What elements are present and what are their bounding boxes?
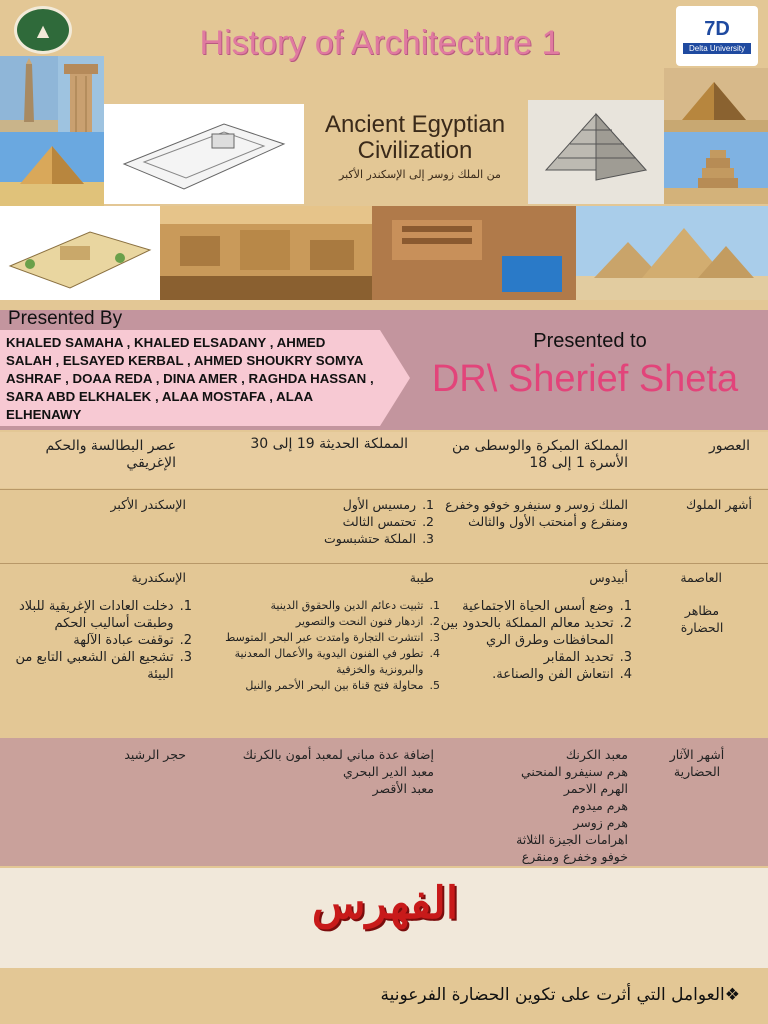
monuments-label: أشهر الآثار الحضارية [669, 747, 725, 779]
supervisor-name: DR\ Sherief Sheta [431, 358, 739, 400]
kings-ptolemaic: الإسكندر الأكبر [110, 497, 186, 512]
list-item: معبد الدير البحري [342, 764, 434, 779]
list-item: إضافة عدة مباني لمعبد أمون بالكرنك [242, 747, 434, 762]
presenter-names: KHALED SAMAHA , KHALED ELSADANY , AHMED SALAH , ELSAYED KERBAL , AHMED SHOUKRY SOMYA ASHRAF , DOAA REDA , DINA AMER , RAGHDA HASSAN , SARA ABD ELKHALEK , ALAA MOSTAFA , ALAA ELHENAWY [0, 330, 380, 426]
list-item: معبد الكرنك [565, 747, 628, 762]
table-row-aspects [0, 592, 768, 738]
ancient-city-render [160, 206, 372, 300]
header-new-kingdom: المملكة الحديثة 19 إلى 30 [250, 436, 408, 452]
header-early-middle: المملكة المبكرة والوسطى من الأسرة 1 إلى 18 [451, 438, 628, 471]
list-item: 5. محاولة فتح قناة بين البحر الأحمر والنيل [245, 679, 440, 692]
list-item: 2. تحتمس الثالث [342, 514, 434, 529]
list-item: 4. انتعاش الفن والصناعة. [492, 667, 632, 682]
list-item: 3. تحديد المقابر [543, 650, 632, 665]
capital-new: طيبة [409, 570, 434, 585]
giza-pyramid-photo [664, 68, 768, 132]
list-item: ❖العوامل التي أثرت على تكوين الحضارة الفرعونية [380, 985, 740, 1005]
logo-text: Delta University [683, 43, 751, 54]
delta-university-logo [676, 6, 758, 66]
list-item: 2. تحديد معالم المملكة بالحدود بين المحافظات وطرق الري [440, 616, 632, 648]
list-item: 3. انتشرت التجارة وامتدت عبر البحر المتوسط [225, 631, 440, 644]
header-ptolemaic: عصر البطالسة والحكم الإغريقي [45, 438, 176, 471]
subtitle-line-2: Civilization [357, 137, 473, 164]
step-pyramid-drawing [528, 100, 664, 204]
aspects-early-middle-list [432, 598, 632, 683]
logo-mark: 7D [704, 18, 730, 40]
list-item: هرم زوسر [573, 815, 628, 830]
list-item: هرم ميدوم [571, 798, 628, 813]
capital-ptolemaic: الإسكندرية [131, 570, 186, 585]
kings-new-list [314, 496, 434, 547]
header-eras: العصور [708, 438, 750, 454]
subtitle-arabic: من الملك زوسر إلى الإسكندر الأكبر [339, 168, 501, 181]
list-item: معبد الأقصر [372, 781, 434, 796]
page-title: History of Architecture 1 [199, 24, 561, 62]
temple-complex-drawing [0, 206, 160, 300]
crest-icon: ▲ [36, 20, 50, 40]
list-item: 1. تثبيت دعائم الدين والحقوق الدينية [270, 599, 440, 612]
aspects-new-list [200, 598, 440, 694]
aspects-label: مظاهر الحضارة [680, 603, 724, 635]
temple-plan-drawing [104, 104, 304, 204]
presented-by-label: Presented By [8, 308, 123, 329]
table-header-row [0, 432, 768, 488]
presented-to-label: Presented to [533, 330, 647, 352]
list-item: 1. وضع أسس الحياة الاجتماعية [462, 599, 632, 614]
capital-label: العاصمة [680, 570, 722, 585]
table-row-kings [0, 490, 768, 562]
diamond-bullet-icon: ❖ [724, 985, 740, 1005]
monuments-early-middle [428, 746, 628, 865]
index-title: الفهرس [311, 878, 459, 929]
list-item: الهرم الاحمر [563, 781, 628, 796]
kings-early-middle: الملك زوسر و سنيفرو خوفو وخفرع ومنقرع و أمنحتب الأول والثالث [445, 497, 628, 529]
aspects-ptolemaic-list [6, 598, 192, 683]
temple-water-render [372, 206, 576, 300]
list-item: 4. تطور في الفنون اليدوية والأعمال المعدنية والبرونزية والخزفية [234, 647, 440, 676]
list-item: 1. دخلت العادات الإغريقية للبلاد وطبقت أساليب الحكم [19, 599, 192, 631]
kings-label: أشهر الملوك [686, 497, 752, 512]
giza-pyramids-photo [576, 206, 768, 300]
list-item: 3. تشجيع الفن الشعبي التابع من البيئة [15, 650, 192, 682]
step-pyramid-photo [664, 132, 768, 204]
column-photo [58, 56, 104, 132]
list-item: 2. توقفت عبادة الآلهة [73, 633, 192, 648]
index-list [20, 980, 740, 1010]
obelisk-photo [0, 56, 58, 132]
list-item: اهرامات الجيزة الثلاثة [516, 832, 628, 847]
monuments-new [204, 746, 434, 797]
table-row-capital [0, 564, 768, 590]
table-row-monuments [0, 738, 768, 866]
pyramid-desert-photo [0, 132, 104, 206]
list-item: 2. ازدهار فنون النحت والتصوير [295, 615, 440, 628]
monuments-ptolemaic: حجر الرشيد [124, 747, 186, 762]
capital-early-middle: أبيدوس [589, 570, 628, 585]
list-item: هرم سنيفرو المنحني [521, 764, 628, 779]
list-item: 3. الملكة حتشبسوت [324, 531, 434, 546]
names-arrow-icon [380, 330, 410, 426]
list-item: 1. رمسيس الأول [342, 497, 434, 512]
list-item: خوفو وخفرع ومنقرع [521, 849, 628, 864]
university-crest-logo [14, 6, 72, 54]
subtitle-english [290, 112, 540, 164]
subtitle-line-1: Ancient Egyptian [324, 111, 506, 138]
